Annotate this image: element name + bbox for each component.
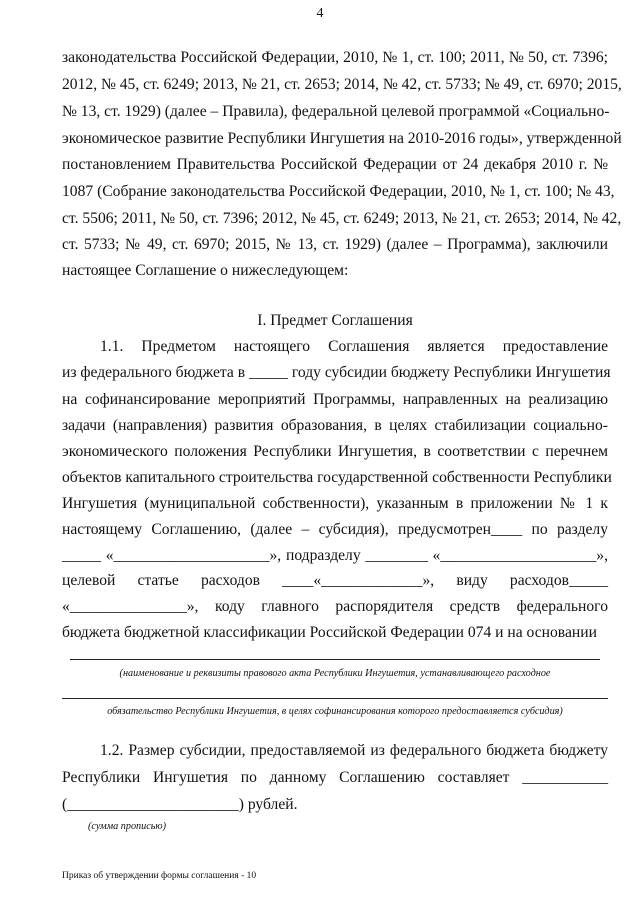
preamble-line: ст. 5733; № 49, ст. 6970; 2015, № 13, ст. 1929) (далее – Программа), заключили — [62, 236, 608, 253]
clause-line: бюджета бюджетной классификации Российской Федерации 074 и на основании — [62, 624, 597, 641]
preamble-line: постановлением Правительства Российской Федерации от 24 декабря 2010 г. № — [62, 156, 608, 173]
clause-line: из федерального бюджета в _____ году субсидии бюджету Республики Ингушетия — [62, 364, 611, 381]
caption-amount: (сумма прописью) — [88, 821, 166, 832]
preamble-line: 2012, № 45, ст. 6249; 2013, № 21, ст. 2653; 2014, № 42, ст. 5733; № 49, ст. 6970; 2015, — [62, 76, 622, 93]
clause-line: на софинансирование мероприятий Программы, направленных на реализацию — [62, 391, 608, 408]
clause-line: целевой статье расходов ____«_____________», виду расходов_____ — [62, 572, 608, 589]
preamble-line: № 13, ст. 1929) (далее – Правила), федеральной целевой программой «Социально- — [62, 103, 610, 120]
clause-line: Республики Ингушетия по данному Соглашению составляет ___________ — [62, 769, 608, 786]
clause-line: объектов капитального строительства государственной собственности Республики — [62, 469, 612, 486]
clause-line: 1.2. Размер субсидии, предоставляемой из федерального бюджета бюджету — [100, 742, 608, 759]
footer-note: Приказ об утверждении формы соглашения - 10 — [62, 871, 257, 881]
preamble-line: экономическое развитие Республики Ингушетия на 2010-2016 годы», утвержденной — [62, 130, 622, 147]
blank-line — [70, 659, 600, 660]
clause-line: 1.1. Предметом настоящего Соглашения является предоставление — [100, 338, 608, 355]
preamble-line: ст. 5506; 2011, № 50, ст. 7396; 2012, № 45, ст. 6249; 2013, № 21, ст. 2653; 2014, № 42, — [62, 210, 622, 227]
preamble-line: 1087 (Собрание законодательства Российской Федерации, 2010, № 1, ст. 100; № 43, — [62, 183, 615, 200]
clause-line: (______________________) рублей. — [62, 796, 298, 813]
clause-line: задачи (направления) развития образования, в целях стабилизации социально- — [62, 417, 608, 434]
clause-line: настоящему Соглашению, (далее – субсидия), предусмотрен____ по разделу — [62, 521, 608, 538]
clause-line: экономического положения Республики Ингушетия, в соответствии с перечнем — [62, 443, 608, 460]
clause-line: «_______________», коду главного распорядителя средств федерального — [62, 598, 608, 615]
clause-line: _____ «____________________», подразделу ________ «____________________», — [62, 547, 608, 564]
preamble-line: настоящее Соглашение о нижеследующем: — [62, 262, 349, 279]
caption-legal-act: обязательство Республики Ингушетия, в целях софинансирования которого предоставляется субсидия) — [107, 706, 563, 717]
page-number: 4 — [316, 6, 324, 21]
section-heading: I. Предмет Соглашения — [257, 312, 413, 329]
clause-line: Ингушетия (муниципальной собственности), указанным в приложении № 1 к — [62, 495, 608, 512]
caption-legal-act: (наименование и реквизиты правового акта Республики Ингушетия, устанавливающего расходное — [119, 668, 551, 679]
preamble-line: законодательства Российской Федерации, 2010, № 1, ст. 100; 2011, № 50, ст. 7396; — [62, 49, 608, 66]
blank-line — [62, 698, 608, 699]
